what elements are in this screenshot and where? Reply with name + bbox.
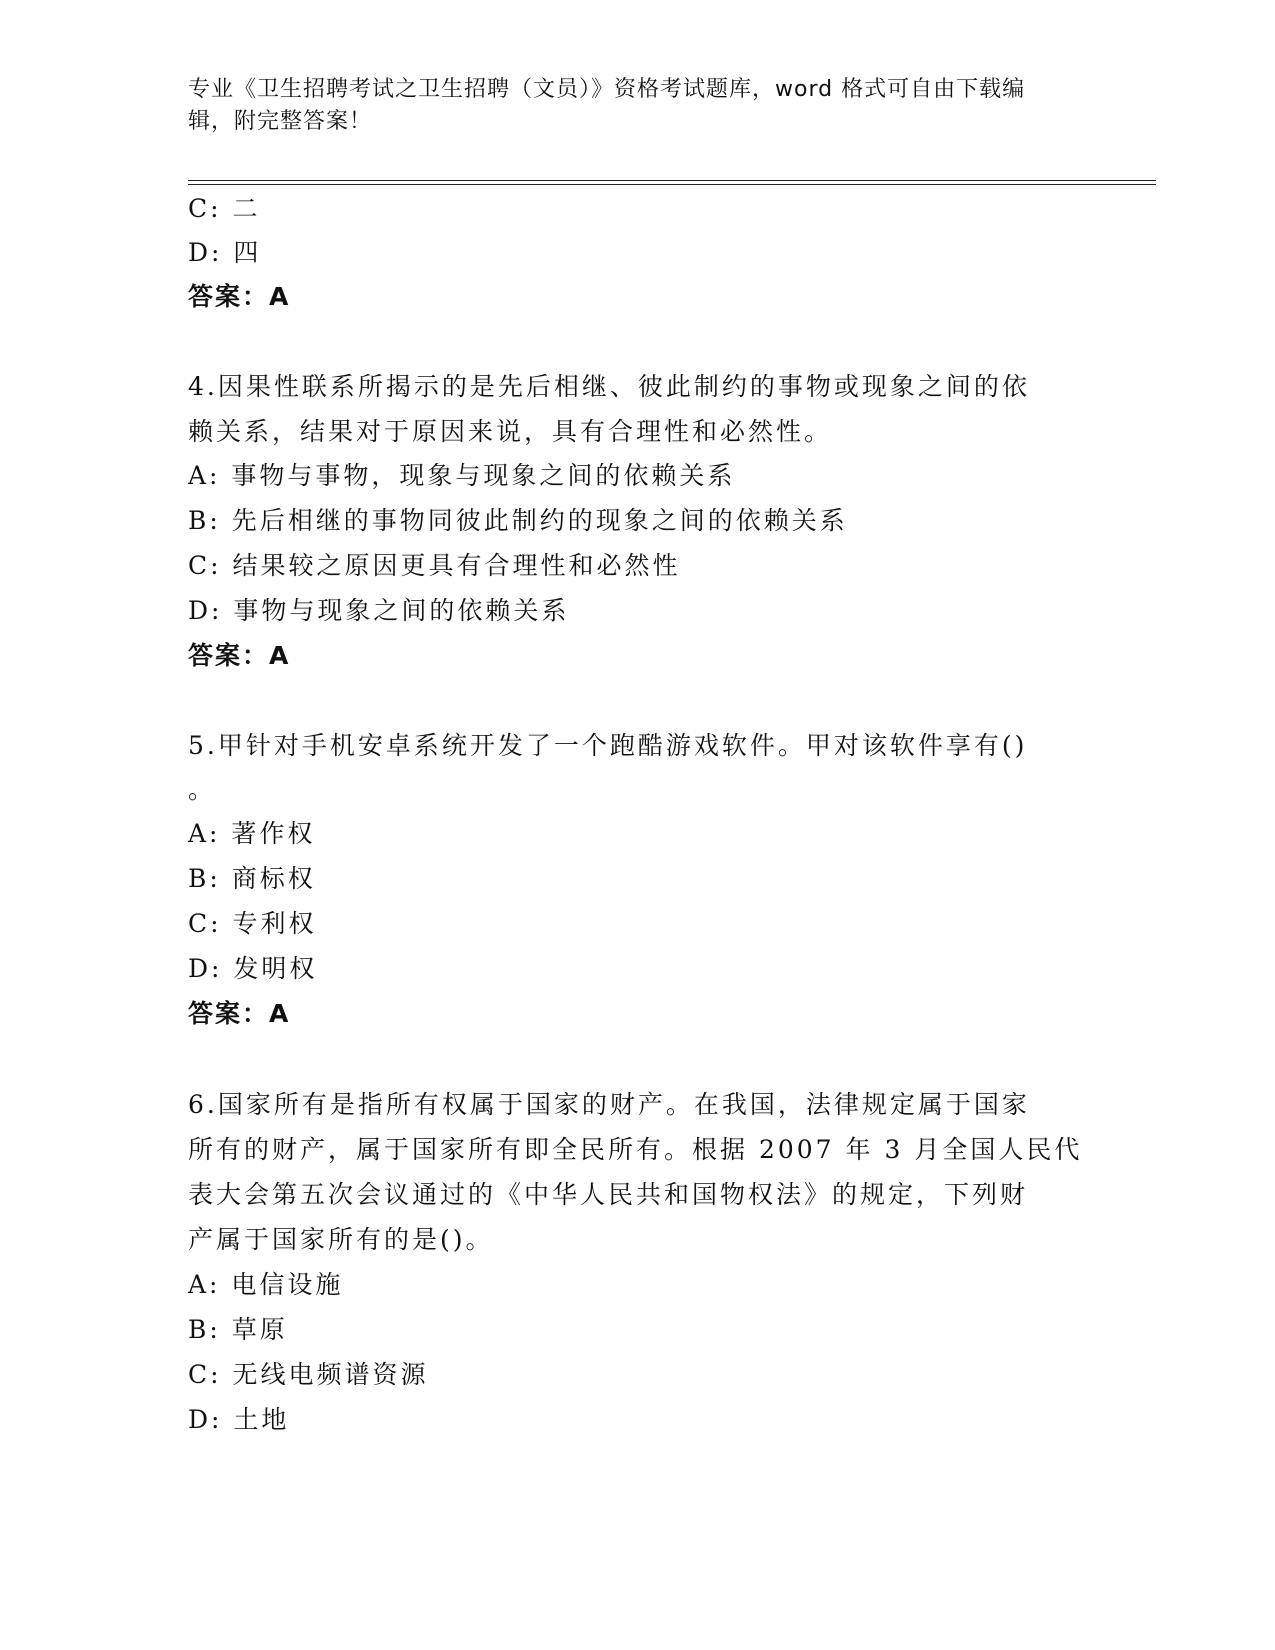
q6-stem-line4: 产属于国家所有的是()。	[188, 1225, 494, 1254]
q5-option-d: D: 发明权	[188, 954, 318, 983]
q6-stem-line3: 表大会第五次会议通过的《中华人民共和国物权法》的规定，下列财	[188, 1180, 1029, 1209]
q3-option-d: D: 四	[188, 238, 262, 267]
q4-option-b: B: 先后相继的事物同彼此制约的现象之间的依赖关系	[188, 506, 848, 535]
q6-option-d: D: 土地	[188, 1405, 290, 1434]
q3-answer: 答案：A	[188, 282, 291, 311]
document-header: 专业《卫生招聘考试之卫生招聘（文员）》资格考试题库，word 格式可自由下载编辑，附完整答案！	[188, 77, 1026, 134]
q5-option-a: A: 著作权	[188, 819, 316, 848]
q4-option-c: C: 结果较之原因更具有合理性和必然性	[188, 551, 681, 580]
q5-stem-line1: 5.甲针对手机安卓系统开发了一个跑酷游戏软件。甲对该软件享有()	[188, 731, 1028, 760]
header-divider	[188, 180, 1156, 185]
q5-answer: 答案：A	[188, 999, 291, 1028]
q4-option-a: A: 事物与事物，现象与现象之间的依赖关系	[188, 461, 736, 490]
q3-option-c: C: 二	[188, 194, 261, 223]
q5-option-b: B: 商标权	[188, 864, 316, 893]
q6-option-b: B: 草原	[188, 1315, 288, 1344]
q4-stem-line1: 4.因果性联系所揭示的是先后相继、彼此制约的事物或现象之间的依	[188, 372, 1030, 401]
q6-stem-line1: 6.国家所有是指所有权属于国家的财产。在我国，法律规定属于国家	[188, 1090, 1030, 1119]
q5-stem-line2: 。	[188, 775, 217, 804]
q4-option-d: D: 事物与现象之间的依赖关系	[188, 596, 570, 625]
q6-option-c: C: 无线电频谱资源	[188, 1360, 429, 1389]
q6-stem-line2: 所有的财产，属于国家所有即全民所有。根据 2007 年 3 月全国人民代	[188, 1135, 1083, 1164]
q4-stem-line2: 赖关系，结果对于原因来说，具有合理性和必然性。	[188, 417, 833, 446]
q4-answer: 答案：A	[188, 641, 291, 670]
q5-option-c: C: 专利权	[188, 909, 317, 938]
q6-option-a: A: 电信设施	[188, 1270, 344, 1299]
